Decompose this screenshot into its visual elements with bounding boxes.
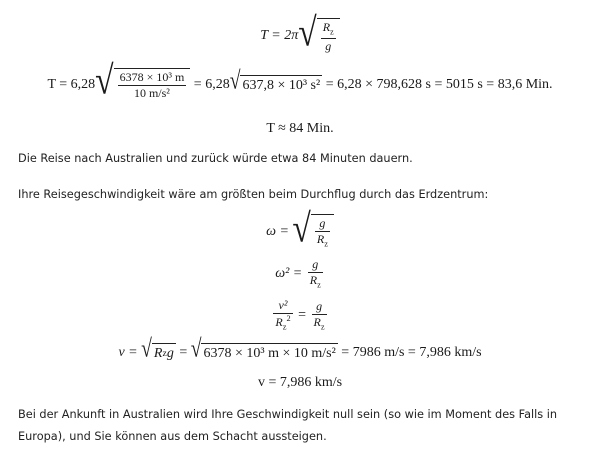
equation-approx: T ≈ 84 Min. [266, 121, 334, 136]
paragraph-arrival: Bei der Ankunft in Australien wird Ihre Geschwindigkeit null sein (so wie im Moment des Falls in Europa), und Sie können aus dem Schacht aussteigen. [18, 408, 558, 443]
paragraph-speed: Ihre Reisegeschwindigkeit wäre am größten beim Durchflug durch das Erdzentrum: [18, 188, 489, 201]
paragraph-duration: Die Reise nach Australien und zurück würde etwa 84 Minuten dauern. [18, 152, 413, 165]
equation-velocity: v = √ R z g = √ 6378 × 10³ m × 10 m/s² = 7986 m/s = 7,986 km/s [118, 335, 482, 364]
equation-period: T = 2π √ $\frac{R_z}{g}$ [0, 18, 600, 54]
equation-v-squared: $\frac{\text{v²}}{R_z^2}$ = $\frac{g}{R_z}$ [275, 298, 325, 332]
equation-velocity-result: v = 7,986 km/s [257, 375, 343, 390]
equation-period-calculation: T = 6,28 √ $\frac{\text{6378 × 10³ m}}{\text{10 m/s²}}$ = 6,28 √ 637,8 × 10³ s² = 6,28 × 798,628 s = 5015 s = 83,6 Min. [47, 58, 553, 104]
equation-omega-squared: ω² = $\frac{g}{R_z}$ [275, 257, 321, 290]
equation-omega: ω = √ $\frac{g}{R_z}$ [0, 214, 600, 250]
